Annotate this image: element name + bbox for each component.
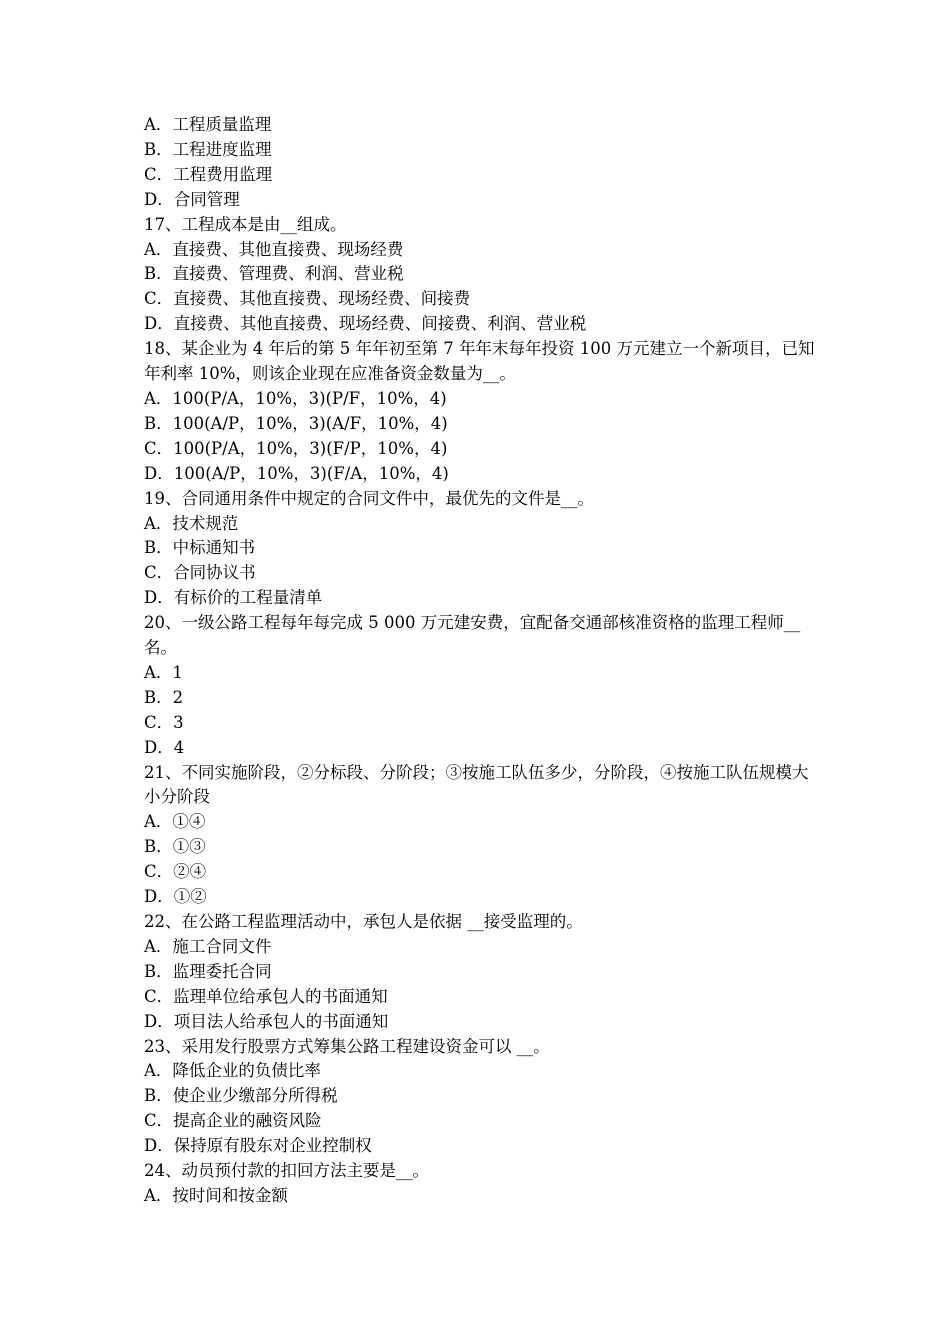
option-20-b: B．2 (144, 687, 184, 707)
option-18-a: A．100(P/A，10%，3)(P/F，10%，4) (144, 388, 447, 408)
option-16-d: D．合同管理 (144, 189, 240, 209)
option-16-c: C．工程费用监理 (144, 164, 273, 184)
option-22-a: A．施工合同文件 (144, 936, 272, 956)
option-18-d: D．100(A/P，10%，3)(F/A，10%，4) (144, 463, 449, 483)
option-20-c: C．3 (144, 712, 184, 732)
question-24: 24、动员预付款的扣回方法主要是__。 (144, 1161, 429, 1181)
option-17-b: B．直接费、管理费、利润、营业税 (144, 264, 404, 284)
question-text-body (144, 113, 816, 1209)
option-20-d: D．4 (144, 737, 185, 757)
option-21-d: D．①② (144, 887, 207, 907)
option-19-d: D．有标价的工程量清单 (144, 588, 323, 608)
option-18-c: C．100(P/A，10%，3)(F/P，10%，4) (144, 438, 448, 458)
question-21: 21、不同实施阶段，②分标段、分阶段；③按施工队伍多少，分阶段，④按施工队伍规模大小分阶段 (144, 762, 809, 807)
option-17-d: D．直接费、其他直接费、现场经费、间接费、利润、营业税 (144, 314, 587, 334)
option-19-c: C．合同协议书 (144, 563, 256, 583)
option-21-c: C．②④ (144, 862, 207, 882)
question-22: 22、在公路工程监理活动中，承包人是依据 __接受监理的。 (144, 912, 583, 931)
option-20-a: A．1 (144, 662, 183, 682)
option-22-b: B．监理委托合同 (144, 961, 272, 981)
option-19-b: B．中标通知书 (144, 538, 256, 558)
option-17-a: A．直接费、其他直接费、现场经费 (144, 239, 404, 259)
option-23-b: B．使企业少缴部分所得税 (144, 1086, 338, 1106)
option-23-a: A．降低企业的负债比率 (144, 1061, 321, 1081)
option-22-d: D．项目法人给承包人的书面通知 (144, 1011, 389, 1031)
question-19: 19、合同通用条件中规定的合同文件中，最优先的文件是__。 (144, 488, 594, 508)
option-24-a: A．按时间和按金额 (144, 1185, 288, 1205)
option-21-a: A．①④ (144, 812, 206, 832)
option-16-a: A．工程质量监理 (144, 115, 272, 134)
option-23-c: C．提高企业的融资风险 (144, 1111, 322, 1131)
option-17-c: C．直接费、其他直接费、现场经费、间接费 (144, 289, 471, 309)
option-19-a: A．技术规范 (144, 513, 239, 533)
question-18: 18、某企业为 4 年后的第 5 年年初至第 7 年年末每年投资 100 万元建立一个新项目，已知年利率 10%，则该企业现在应准备资金数量为__。 (144, 339, 815, 384)
question-23: 23、采用发行股票方式筹集公路工程建设资金可以 __。 (144, 1036, 550, 1056)
option-23-d: D．保持原有股东对企业控制权 (144, 1136, 372, 1156)
option-22-c: C．监理单位给承包人的书面通知 (144, 986, 388, 1006)
option-21-b: B．①③ (144, 837, 206, 857)
question-20: 20、一级公路工程每年每完成 5 000 万元建安费，宜配备交通部核准资格的监理工程师__名。 (144, 613, 801, 658)
option-16-b: B．工程进度监理 (144, 139, 272, 159)
option-18-b: B．100(A/P，10%，3)(A/F，10%，4) (144, 413, 448, 433)
question-17: 17、工程成本是由__组成。 (144, 214, 347, 234)
